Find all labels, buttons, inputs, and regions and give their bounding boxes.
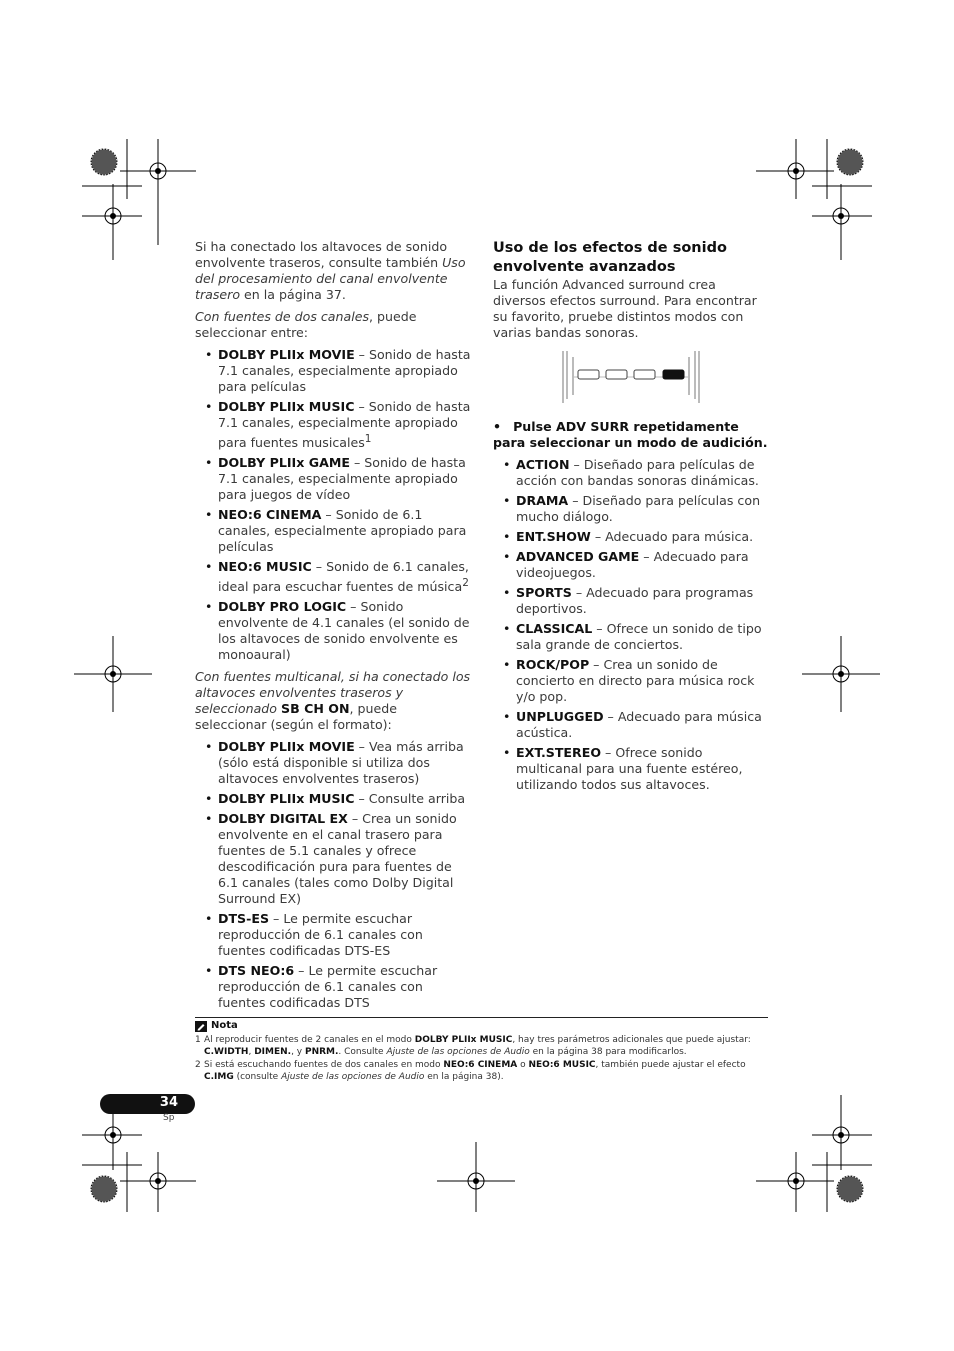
list-item [218, 507, 471, 555]
intro-paragraph [195, 239, 471, 303]
mode-desc: – Sonido de hasta 7.1 canales, especialmente apropiado para películas [218, 347, 471, 394]
mode-desc: – Sonido de hasta 7.1 canales, especialmente apropiado para juegos de vídeo [218, 455, 466, 503]
list-item [516, 657, 769, 705]
list-item [516, 457, 769, 489]
mode-name: SPORTS [516, 585, 572, 600]
mode-name: ENT.SHOW [516, 529, 591, 544]
mode-name: NEO:6 MUSIC [218, 559, 312, 575]
mode-name: EXT.STEREO [516, 745, 602, 760]
mode-name: DOLBY PLIIx MOVIE [218, 347, 355, 362]
mode-desc: – Crea un sonido envolvente en el canal trasero para fuentes de 5.1 canales y ofrece descodificación pura para fuentes de 6.1 canales (tales como Dolby Digital Surround EX) [218, 811, 457, 907]
note-title [195, 1020, 770, 1032]
mode-desc: – Consulte arriba [354, 791, 466, 807]
multichannel-list [195, 739, 471, 1011]
left-column [195, 239, 471, 1017]
two-channel-label [195, 309, 471, 341]
mode-name: ADVANCED GAME [516, 549, 640, 564]
mode-desc: – Adecuado para videojuegos. [516, 549, 749, 580]
mode-desc: – Adecuado para música. [590, 529, 754, 544]
mode-desc: – Le permite escuchar reproducción de 6.1 canales con fuentes codificadas DTS [218, 963, 438, 1011]
page-number-tab [100, 1094, 195, 1114]
mode-name: DRAMA [516, 493, 569, 508]
two-channel-label-rest: , puede seleccionar entre: [195, 309, 417, 340]
list-item [516, 529, 769, 545]
right-column [493, 239, 769, 799]
multichannel-label-bold: SB CH ON [281, 701, 350, 717]
footnote-2 [195, 1059, 770, 1083]
section-heading: Uso de los efectos de sonido envolvente avanzados [493, 240, 727, 275]
mode-desc: – Sonido de hasta 7.1 canales, especialmente apropiado para fuentes musicales [218, 399, 471, 451]
mode-desc: – Sonido envolvente de 4.1 canales (el sonido de los altavoces de sonido envolvente es monoaural) [218, 599, 470, 663]
footnote-1 [195, 1034, 770, 1058]
list-item [516, 745, 769, 793]
note-pencil-icon [195, 1021, 207, 1032]
mode-desc: – Diseñado para películas de acción con bandas sonoras dinámicas. [516, 457, 759, 488]
page-language: Sp [163, 1113, 175, 1123]
step-bullet: • [493, 419, 502, 434]
list-item [218, 347, 471, 395]
footnotes [195, 1020, 770, 1084]
list-item [516, 493, 769, 525]
mode-name: DOLBY PRO LOGIC [218, 599, 347, 615]
advanced-modes-list [493, 457, 769, 793]
two-channel-label-italic: Con fuentes de dos canales [195, 309, 370, 324]
list-item [218, 455, 471, 503]
list-item [218, 811, 471, 907]
remote-illustration [493, 349, 769, 405]
mode-name: DOLBY DIGITAL EX [218, 811, 348, 827]
mode-name: DTS NEO:6 [218, 963, 295, 979]
mode-name: DOLBY PLIIx MUSIC [218, 399, 355, 414]
footnote-ref: 1 [364, 433, 372, 445]
list-item [218, 599, 471, 663]
footnote-text: Si está escuchando fuentes de dos canales en modo NEO:6 CINEMA o NEO:6 MUSIC, también puede ajustar el efecto C.IMG (consulte Ajuste de las opciones de Audio en la página 38). [204, 1060, 746, 1082]
mode-desc: – Le permite escuchar reproducción de 6.1 canales con fuentes codificadas DTS-ES [218, 911, 423, 959]
list-item [218, 399, 471, 451]
page-number: 34 [159, 1095, 178, 1110]
mode-name: DTS-ES [218, 911, 270, 927]
mode-desc: – Ofrece sonido multicanal para una fuente estéreo, utilizando todos sus altavoces. [516, 745, 743, 792]
mode-desc: – Adecuado para programas deportivos. [516, 585, 754, 616]
note-title-text: Nota [211, 1020, 238, 1031]
list-item [516, 549, 769, 581]
mode-name: CLASSICAL [516, 621, 593, 636]
footnote-number: 1 [195, 1035, 201, 1045]
mode-name: DOLBY PLIIx MUSIC [218, 791, 355, 807]
footnote-ref: 2 [462, 577, 469, 590]
multichannel-label-rest: , puede seleccionar (según el formato): [195, 701, 397, 733]
intro-text-end: en la página 37. [240, 287, 346, 302]
mode-desc: – Vea más arriba (sólo está disponible si utiliza dos altavoces envolventes traseros) [218, 739, 464, 787]
mode-desc: – Ofrece un sonido de tipo sala grande de conciertos. [516, 621, 762, 652]
list-item [218, 739, 471, 787]
footnote-divider [195, 1017, 768, 1018]
intro-reference: Uso del procesamiento del canal envolvente trasero [195, 255, 466, 302]
mode-desc: – Crea un sonido de concierto en directo para música rock y/o pop. [516, 657, 755, 704]
list-item [218, 559, 471, 595]
mode-desc: – Adecuado para música acústica. [516, 709, 762, 740]
list-item [516, 585, 769, 617]
mode-name: DOLBY PLIIx GAME [218, 455, 350, 471]
two-channel-list [195, 347, 471, 663]
list-item [516, 709, 769, 741]
mode-name: ACTION [516, 457, 570, 472]
multichannel-label-italic: Con fuentes multicanal, si ha conectado los altavoces envolventes traseros y seleccionado [195, 669, 471, 717]
remote-buttons-icon [493, 349, 769, 405]
instruction-step [493, 419, 769, 451]
mode-desc: – Diseñado para películas con mucho diálogo. [516, 493, 761, 524]
list-item [218, 791, 471, 807]
footnote-number: 2 [195, 1060, 201, 1070]
intro-text: Si ha conectado los altavoces de sonido envolvente traseros, consulte también [195, 239, 448, 270]
footnote-text: Al reproducir fuentes de 2 canales en el modo DOLBY PLIIx MUSIC, hay tres parámetros adicionales que puede ajustar: C.WIDTH, DIMEN., y PNRM.. Consulte Ajuste de las opciones de Audio en la página 38 para modificarlos. [204, 1035, 751, 1057]
step-text: Pulse ADV SURR repetidamente para seleccionar un modo de audición. [493, 419, 768, 450]
list-item [218, 911, 471, 959]
mode-name: NEO:6 CINEMA [218, 507, 322, 523]
section-intro: La función Advanced surround crea diversos efectos surround. Para encontrar su favorito, pruebe distintos modos con varias bandas sonoras. [493, 277, 757, 340]
list-item [218, 963, 471, 1011]
mode-desc: – Sonido de 6.1 canales, especialmente apropiado para películas [218, 507, 467, 555]
mode-name: UNPLUGGED [516, 709, 604, 724]
mode-desc: – Sonido de 6.1 canales, ideal para escuchar fuentes de música [218, 559, 469, 595]
multichannel-label [195, 669, 471, 733]
mode-name: DOLBY PLIIx MOVIE [218, 739, 355, 755]
mode-name: ROCK/POP [516, 657, 590, 672]
list-item [516, 621, 769, 653]
